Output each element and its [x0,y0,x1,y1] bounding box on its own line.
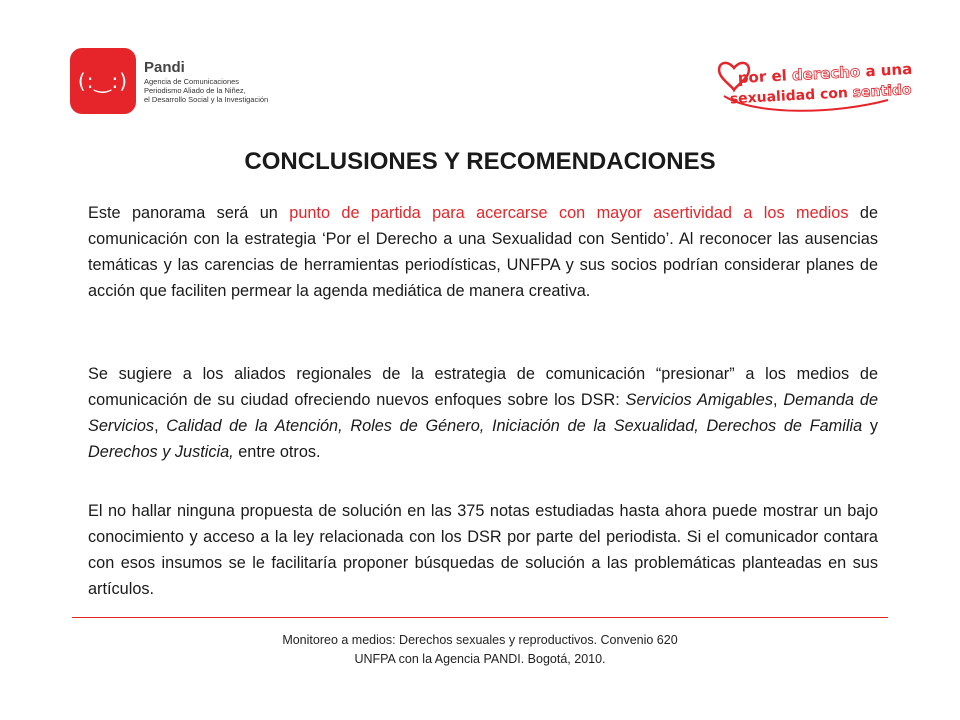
pandi-tagline-2: Periodismo Aliado de la Niñez, [144,85,246,95]
page-title: CONCLUSIONES Y RECOMENDACIONES [244,148,716,175]
pandi-name: Pandi [144,58,185,76]
campaign-logo [716,56,913,114]
logo-line-1: por el derecho a una [737,59,913,88]
paragraph-3: El no hallar ninguna propuesta de solución en las 375 notas estudiadas hasta ahora puede mostrar un bajo conocimiento y acceso a la ley relacionada con los DSR por parte del periodista. Si el comunicador contara con esos insumos se le facilitaría proponer búsquedas de solución a las problemáticas planteadas en sus artículos. [88,502,878,598]
pandi-logo-text [144,59,268,104]
footer-line-2: UNFPA con la Agencia PANDI. Bogotá, 2010. [354,652,606,666]
footer [0,631,960,669]
pandi-tagline-3: el Desarrollo Social y la Investigación [144,94,269,104]
highlight-text: punto de partida para acercarse con mayor asertividad a los medios [289,204,849,222]
footer-line-1: Monitoreo a medios: Derechos sexuales y reproductivos. Convenio 620 [282,633,678,647]
paragraph-2: Se sugiere a los aliados regionales de la estrategia de comunicación “presionar” a los medios de comunicación de su ciudad ofreciendo nuevos enfoques sobre los DSR: Servicios Amigables, Demanda de Servicios, Calidad de la Atención, Roles de Género, Iniciación de la Sexualidad, Derechos de Familia y Derechos y Justicia, entre otros. [88,365,878,461]
logo-line-2: sexualidad con sentido [729,81,912,108]
pandi-logo [70,48,268,114]
paragraph-1: Este panorama será un punto de partida para acercarse con mayor asertividad a los medios de comunicación con la estrategia ‘Por el Derecho a una Sexualidad con Sentido’. Al reconocer las ausencias temáticas y las carencias de herramientas periodísticas, UNFPA y sus socios podrían considerar planes de acción que faciliten permear la agenda mediática de manera creativa. [88,204,879,300]
pandi-smiley-icon: (:‿:) [70,48,136,114]
footer-divider [72,617,888,618]
pandi-tagline-1: Agencia de Comunicaciones [144,76,240,86]
